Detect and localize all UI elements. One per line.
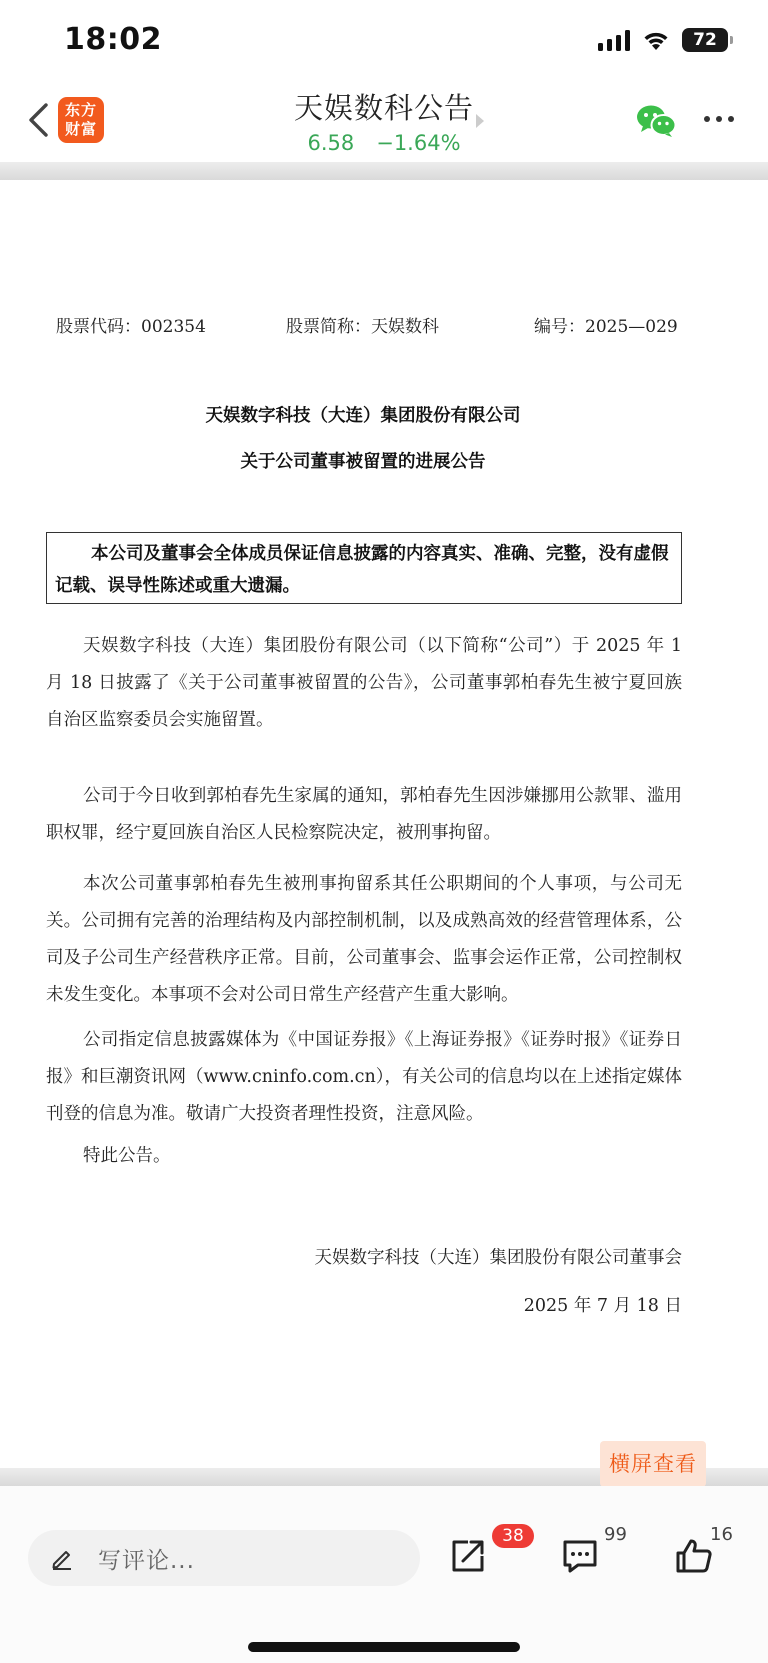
comment-placeholder: 写评论...	[98, 1547, 195, 1574]
paragraph-1: 天娱数字科技（大连）集团股份有限公司（以下简称“公司”）于 2025 年 1 月 18 日披露了《关于公司董事被留置的公告》，公司董事郭柏春先生被宁夏回族自治区监察委员会实施留置。	[46, 636, 682, 730]
thumbs-up-icon	[674, 1536, 714, 1576]
paragraph-3: 本次公司董事郭柏春先生被刑事拘留系其任公职期间的个人事项，与公司无关。公司拥有完善的治理结构及内部控制机制，以及成熟高效的经营管理体系，公司及子公司生产经营秩序正常。目前，公司董事会、监事会运作正常，公司控制权未发生变化。本事项不会对公司日常生产经营产生重大影响。	[46, 874, 682, 1005]
header-divider	[0, 162, 768, 180]
paragraph-closing: 特此公告。	[83, 1146, 171, 1166]
signature-date: 2025 年 7 月 18 日	[523, 1296, 682, 1316]
battery-icon: 72	[682, 28, 728, 52]
bottom-action-bar	[0, 1486, 768, 1663]
stock-short-name: 股票简称：天娱数科	[286, 317, 439, 337]
stock-change-percent: −1.64%	[376, 131, 461, 155]
status-bar	[0, 0, 768, 80]
paragraph-4: 公司指定信息披露媒体为《中国证券报》《上海证券报》《证券时报》《证券日报》和巨潮资讯网（www.cninfo.com.cn），有关公司的信息均以在上述指定媒体刊登的信息为准。敬请广大投资者理性投资，注意风险。	[46, 1030, 682, 1124]
dot-icon	[716, 116, 722, 122]
pencil-icon	[50, 1546, 74, 1570]
status-icons	[598, 28, 728, 52]
paragraph-2: 公司于今日收到郭柏春先生家属的通知，郭柏春先生因涉嫌挪用公款罪、滥用职权罪，经宁夏回族自治区人民检察院决定，被刑事拘留。	[46, 786, 682, 843]
dot-icon	[728, 116, 734, 122]
stock-quote	[234, 131, 534, 155]
serial-number: 编号：2025—029	[534, 317, 678, 337]
signature-board: 天娱数字科技（大连）集团股份有限公司董事会	[314, 1248, 682, 1268]
page-title: 天娱数科公告	[293, 91, 474, 125]
cellular-signal-icon	[598, 29, 630, 51]
app-header	[0, 80, 768, 162]
wifi-icon	[642, 29, 670, 51]
share-icon	[448, 1536, 488, 1576]
announcement-document	[0, 180, 768, 1468]
wechat-icon	[636, 104, 678, 138]
share-count-badge: 38	[492, 1524, 534, 1548]
home-indicator	[248, 1642, 520, 1652]
wechat-share-button[interactable]	[636, 104, 678, 138]
like-count: 16	[710, 1524, 733, 1545]
more-options-button[interactable]	[704, 116, 734, 122]
company-title: 天娱数字科技（大连）集团股份有限公司	[205, 406, 521, 426]
eastmoney-logo: 东方 财富	[58, 97, 104, 143]
dot-icon	[704, 116, 710, 122]
share-button[interactable]	[448, 1536, 494, 1582]
stock-price: 6.58	[307, 131, 355, 155]
landscape-view-button[interactable]: 横屏查看	[600, 1441, 706, 1487]
caret-right-icon	[476, 114, 484, 128]
comments-button[interactable]	[560, 1536, 606, 1582]
board-statement-box: 本公司及董事会全体成员保证信息披露的内容真实、准确、完整，没有虚假记载、误导性陈述或重大遗漏。	[46, 532, 682, 604]
comment-bubble-icon	[560, 1536, 600, 1576]
notice-title: 关于公司董事被留置的进展公告	[240, 452, 486, 472]
back-button[interactable]	[20, 98, 56, 142]
title-block[interactable]	[234, 86, 534, 155]
stock-code: 股票代码：002354	[56, 317, 206, 337]
chevron-left-icon	[27, 102, 49, 138]
comment-count: 99	[604, 1524, 627, 1545]
status-time: 18:02	[64, 22, 162, 57]
comment-input[interactable]	[28, 1530, 420, 1586]
